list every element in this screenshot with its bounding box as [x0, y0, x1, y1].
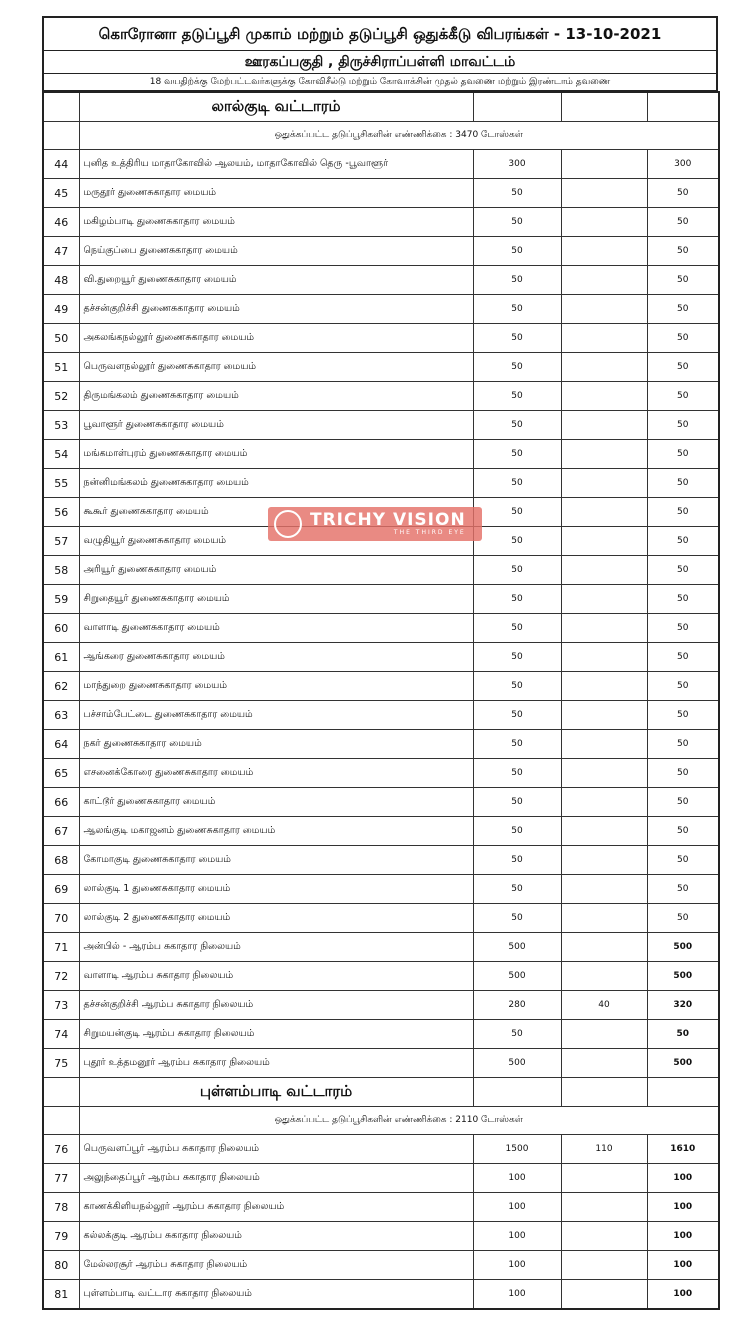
- serial-number: 53: [43, 411, 79, 440]
- empty-cell: [473, 1078, 561, 1107]
- total-count: 500: [647, 1049, 719, 1078]
- second-dose-count: [561, 440, 647, 469]
- center-name: வாளாடி ஆரம்ப சுகாதார நிலையம்: [79, 962, 473, 991]
- table-row: [43, 759, 719, 788]
- total-count: 1610: [647, 1135, 719, 1164]
- first-dose-count: 300: [473, 150, 561, 179]
- first-dose-count: 500: [473, 933, 561, 962]
- first-dose-count: 50: [473, 440, 561, 469]
- table-row: [43, 672, 719, 701]
- center-name: காட்டூர் துணைசுகாதார மையம்: [79, 788, 473, 817]
- total-count: 50: [647, 817, 719, 846]
- first-dose-count: 50: [473, 904, 561, 933]
- center-name: மாந்துறை துணைசுகாதார மையம்: [79, 672, 473, 701]
- total-count: 50: [647, 382, 719, 411]
- table-row: [43, 817, 719, 846]
- table-row: [43, 585, 719, 614]
- center-name: புனித உத்திரிய மாதாகோவில் ஆலயம், மாதாகோவில் தெரு -பூவாளூர்: [79, 150, 473, 179]
- center-name: மகிழம்பாடி துணைசுகாதார மையம்: [79, 208, 473, 237]
- second-dose-count: [561, 208, 647, 237]
- center-name: வழுதியூர் துணைசுகாதார மையம்: [79, 527, 473, 556]
- total-count: 50: [647, 730, 719, 759]
- center-name: லால்குடி 1 துணைசுகாதார மையம்: [79, 875, 473, 904]
- table-row: [43, 266, 719, 295]
- total-count: 100: [647, 1222, 719, 1251]
- allocation-row: [43, 1107, 719, 1135]
- total-count: 50: [647, 498, 719, 527]
- serial-number: 55: [43, 469, 79, 498]
- second-dose-count: [561, 672, 647, 701]
- second-dose-count: [561, 1049, 647, 1078]
- allocation-table-body: [43, 92, 719, 1309]
- empty-cell: [561, 92, 647, 122]
- serial-number: 78: [43, 1193, 79, 1222]
- total-count: 100: [647, 1164, 719, 1193]
- second-dose-count: [561, 788, 647, 817]
- total-count: 50: [647, 875, 719, 904]
- second-dose-count: [561, 150, 647, 179]
- total-count: 50: [647, 237, 719, 266]
- total-count: 50: [647, 411, 719, 440]
- center-name: காணக்கிளியநல்லூர் ஆரம்ப சுகாதார நிலையம்: [79, 1193, 473, 1222]
- first-dose-count: 50: [473, 730, 561, 759]
- serial-number: 48: [43, 266, 79, 295]
- table-row: [43, 730, 719, 759]
- center-name: தச்சன்குறிச்சி துணைசுகாதார மையம்: [79, 295, 473, 324]
- table-row: [43, 991, 719, 1020]
- first-dose-count: 50: [473, 208, 561, 237]
- allocation-row: [43, 122, 719, 150]
- second-dose-count: [561, 614, 647, 643]
- serial-number: 67: [43, 817, 79, 846]
- total-count: 50: [647, 179, 719, 208]
- table-row: [43, 179, 719, 208]
- total-count: 50: [647, 701, 719, 730]
- serial-number: 54: [43, 440, 79, 469]
- second-dose-count: [561, 643, 647, 672]
- allocation-table: [42, 91, 720, 1310]
- center-name: கூகூர் துணைசுகாதார மையம்: [79, 498, 473, 527]
- first-dose-count: 50: [473, 759, 561, 788]
- serial-number: 51: [43, 353, 79, 382]
- second-dose-count: [561, 962, 647, 991]
- first-dose-count: 1500: [473, 1135, 561, 1164]
- second-dose-count: [561, 904, 647, 933]
- total-count: 50: [647, 643, 719, 672]
- watermark-text: TRICHY VISION: [310, 510, 466, 530]
- center-name: புள்ளம்பாடி வட்டார சுகாதார நிலையம்: [79, 1280, 473, 1310]
- second-dose-count: [561, 1251, 647, 1280]
- first-dose-count: 50: [473, 556, 561, 585]
- first-dose-count: 100: [473, 1280, 561, 1310]
- table-row: [43, 1164, 719, 1193]
- center-name: ஆலங்குடி மகாஜனம் துணைசுகாதார மையம்: [79, 817, 473, 846]
- serial-number: 64: [43, 730, 79, 759]
- first-dose-count: 50: [473, 788, 561, 817]
- center-name: பெருவளப்பூர் ஆரம்ப சுகாதார நிலையம்: [79, 1135, 473, 1164]
- second-dose-count: 40: [561, 991, 647, 1020]
- table-row: [43, 614, 719, 643]
- serial-number: 45: [43, 179, 79, 208]
- second-dose-count: [561, 1164, 647, 1193]
- table-row: [43, 208, 719, 237]
- first-dose-count: 50: [473, 469, 561, 498]
- serial-number: 59: [43, 585, 79, 614]
- table-row: [43, 1135, 719, 1164]
- center-name: மங்கமாள்புரம் துணைசுகாதார மையம்: [79, 440, 473, 469]
- total-count: 50: [647, 208, 719, 237]
- total-count: 100: [647, 1280, 719, 1310]
- serial-number: 57: [43, 527, 79, 556]
- serial-number: 56: [43, 498, 79, 527]
- first-dose-count: 50: [473, 382, 561, 411]
- second-dose-count: [561, 1193, 647, 1222]
- block-spacer-cell: [43, 122, 79, 150]
- serial-number: 81: [43, 1280, 79, 1310]
- serial-number: 73: [43, 991, 79, 1020]
- total-count: 500: [647, 933, 719, 962]
- second-dose-count: [561, 382, 647, 411]
- total-count: 50: [647, 527, 719, 556]
- second-dose-count: [561, 759, 647, 788]
- block-spacer-cell: [43, 1107, 79, 1135]
- serial-number: 58: [43, 556, 79, 585]
- serial-number: 61: [43, 643, 79, 672]
- total-count: 50: [647, 672, 719, 701]
- total-count: 50: [647, 556, 719, 585]
- serial-number: 76: [43, 1135, 79, 1164]
- serial-number: 60: [43, 614, 79, 643]
- second-dose-count: [561, 846, 647, 875]
- total-count: 50: [647, 324, 719, 353]
- first-dose-count: 50: [473, 295, 561, 324]
- total-count: 50: [647, 846, 719, 875]
- table-row: [43, 1020, 719, 1049]
- allocation-count: ஒதுக்கப்பட்ட தடுப்பூசிகளின் எண்ணிக்கை : 3470 டோஸ்கள்: [79, 122, 719, 150]
- center-name: அலுந்தைப்பூர் ஆரம்ப சுகாதார நிலையம்: [79, 1164, 473, 1193]
- center-name: வி.துறையூர் துணைசுகாதார மையம்: [79, 266, 473, 295]
- serial-number: 47: [43, 237, 79, 266]
- total-count: 50: [647, 440, 719, 469]
- serial-number: 65: [43, 759, 79, 788]
- center-name: புதூர் உத்தமனூர் ஆரம்ப சுகாதார நிலையம்: [79, 1049, 473, 1078]
- first-dose-count: 50: [473, 643, 561, 672]
- table-row: [43, 295, 719, 324]
- first-dose-count: 50: [473, 498, 561, 527]
- second-dose-count: [561, 498, 647, 527]
- first-dose-count: 50: [473, 701, 561, 730]
- center-name: தச்சன்குறிச்சி ஆரம்ப சுகாதார நிலையம்: [79, 991, 473, 1020]
- eye-logo-icon: [274, 510, 302, 538]
- serial-number: 62: [43, 672, 79, 701]
- total-count: 50: [647, 295, 719, 324]
- serial-number: 69: [43, 875, 79, 904]
- table-row: [43, 469, 719, 498]
- center-name: பூவாளூர் துணைசுகாதார மையம்: [79, 411, 473, 440]
- table-row: [43, 904, 719, 933]
- total-count: 50: [647, 759, 719, 788]
- table-row: [43, 643, 719, 672]
- center-name: பச்சாம்பேட்டை துணைசுகாதார மையம்: [79, 701, 473, 730]
- center-name: பெருவளநல்லூர் துணைசுகாதார மையம்: [79, 353, 473, 382]
- table-row: [43, 440, 719, 469]
- serial-number: 68: [43, 846, 79, 875]
- empty-cell: [647, 1078, 719, 1107]
- center-name: நன்னிமங்கலம் துணைசுகாதார மையம்: [79, 469, 473, 498]
- block-title-row: [43, 1078, 719, 1107]
- table-row: [43, 556, 719, 585]
- center-name: கல்லக்குடி ஆரம்ப சுகாதார நிலையம்: [79, 1222, 473, 1251]
- center-name: மேல்லரசூர் ஆரம்ப சுகாதார நிலையம்: [79, 1251, 473, 1280]
- serial-number: 66: [43, 788, 79, 817]
- table-row: [43, 788, 719, 817]
- total-count: 50: [647, 469, 719, 498]
- block-title: புள்ளம்பாடி வட்டாரம்: [79, 1078, 473, 1107]
- center-name: வாளாடி துணைசுகாதார மையம்: [79, 614, 473, 643]
- table-row: [43, 1193, 719, 1222]
- second-dose-count: [561, 179, 647, 208]
- total-count: 100: [647, 1251, 719, 1280]
- second-dose-count: [561, 701, 647, 730]
- serial-number: 75: [43, 1049, 79, 1078]
- second-dose-count: [561, 324, 647, 353]
- second-dose-count: [561, 585, 647, 614]
- first-dose-count: 500: [473, 1049, 561, 1078]
- second-dose-count: [561, 469, 647, 498]
- first-dose-count: 50: [473, 1020, 561, 1049]
- table-row: [43, 150, 719, 179]
- table-row: [43, 962, 719, 991]
- serial-number: 79: [43, 1222, 79, 1251]
- second-dose-count: [561, 817, 647, 846]
- second-dose-count: [561, 527, 647, 556]
- table-row: [43, 353, 719, 382]
- center-name: அரியூர் துணைசுகாதார மையம்: [79, 556, 473, 585]
- allocation-count: ஒதுக்கப்பட்ட தடுப்பூசிகளின் எண்ணிக்கை : 2110 டோஸ்கள்: [79, 1107, 719, 1135]
- second-dose-count: 110: [561, 1135, 647, 1164]
- table-row: [43, 1049, 719, 1078]
- total-count: 50: [647, 585, 719, 614]
- first-dose-count: 50: [473, 875, 561, 904]
- second-dose-count: [561, 411, 647, 440]
- first-dose-count: 500: [473, 962, 561, 991]
- trichy-vision-watermark: [268, 507, 482, 541]
- table-row: [43, 237, 719, 266]
- second-dose-count: [561, 353, 647, 382]
- region-title: ஊரகப்பகுதி , திருச்சிராப்பள்ளி மாவட்டம்: [44, 51, 716, 74]
- first-dose-count: 280: [473, 991, 561, 1020]
- serial-number: 50: [43, 324, 79, 353]
- serial-number: 77: [43, 1164, 79, 1193]
- first-dose-count: 50: [473, 846, 561, 875]
- total-count: 50: [647, 1020, 719, 1049]
- center-name: திருமங்கலம் துணைசுகாதார மையம்: [79, 382, 473, 411]
- total-count: 300: [647, 150, 719, 179]
- serial-number: 63: [43, 701, 79, 730]
- center-name: அன்பில் - ஆரம்ப சுகாதார நிலையம்: [79, 933, 473, 962]
- center-name: நெய்குப்பை துணைசுகாதார மையம்: [79, 237, 473, 266]
- block-spacer-cell: [43, 1078, 79, 1107]
- second-dose-count: [561, 730, 647, 759]
- table-row: [43, 1251, 719, 1280]
- first-dose-count: 50: [473, 179, 561, 208]
- total-count: 320: [647, 991, 719, 1020]
- center-name: மருதூர் துணைசுகாதார மையம்: [79, 179, 473, 208]
- table-row: [43, 933, 719, 962]
- first-dose-count: 50: [473, 324, 561, 353]
- first-dose-count: 50: [473, 817, 561, 846]
- second-dose-count: [561, 1280, 647, 1310]
- table-row: [43, 846, 719, 875]
- second-dose-count: [561, 875, 647, 904]
- center-name: அகலங்கநல்லூர் துணைசுகாதார மையம்: [79, 324, 473, 353]
- first-dose-count: 100: [473, 1222, 561, 1251]
- table-row: [43, 1280, 719, 1310]
- allocation-sheet: [42, 16, 718, 1310]
- center-name: லால்குடி 2 துணைசுகாதார மையம்: [79, 904, 473, 933]
- first-dose-count: 50: [473, 614, 561, 643]
- total-count: 50: [647, 614, 719, 643]
- eligibility-note: 18 வயதிற்க்கு மேற்பட்டவர்களுக்கு கோவிசீல்டு மற்றும் கோவாக்சின் முதல் தவணை மற்றும் இரண்டாம் தவணை: [44, 74, 716, 91]
- first-dose-count: 50: [473, 411, 561, 440]
- table-row: [43, 701, 719, 730]
- second-dose-count: [561, 556, 647, 585]
- total-count: 50: [647, 353, 719, 382]
- first-dose-count: 50: [473, 527, 561, 556]
- block-title: லால்குடி வட்டாரம்: [79, 92, 473, 122]
- serial-number: 72: [43, 962, 79, 991]
- total-count: 100: [647, 1193, 719, 1222]
- table-row: [43, 1222, 719, 1251]
- table-row: [43, 382, 719, 411]
- center-name: கோமாகுடி துணைசுகாதார மையம்: [79, 846, 473, 875]
- first-dose-count: 100: [473, 1193, 561, 1222]
- serial-number: 52: [43, 382, 79, 411]
- empty-cell: [647, 92, 719, 122]
- first-dose-count: 50: [473, 585, 561, 614]
- serial-number: 46: [43, 208, 79, 237]
- serial-number: 70: [43, 904, 79, 933]
- table-row: [43, 411, 719, 440]
- second-dose-count: [561, 266, 647, 295]
- empty-cell: [561, 1078, 647, 1107]
- second-dose-count: [561, 295, 647, 324]
- serial-number: 44: [43, 150, 79, 179]
- serial-number: 71: [43, 933, 79, 962]
- first-dose-count: 50: [473, 672, 561, 701]
- second-dose-count: [561, 1020, 647, 1049]
- first-dose-count: 50: [473, 353, 561, 382]
- total-count: 50: [647, 788, 719, 817]
- block-spacer-cell: [43, 92, 79, 122]
- serial-number: 49: [43, 295, 79, 324]
- center-name: எசனைக்கோரை துணைசுகாதார மையம்: [79, 759, 473, 788]
- center-name: ஆங்கரை துணைசுகாதார மையம்: [79, 643, 473, 672]
- center-name: சிறுமயன்குடி ஆரம்ப சுகாதார நிலையம்: [79, 1020, 473, 1049]
- second-dose-count: [561, 1222, 647, 1251]
- watermark-tagline: THE THIRD EYE: [393, 529, 466, 536]
- sheet-header: [42, 16, 718, 91]
- table-row: [43, 324, 719, 353]
- second-dose-count: [561, 237, 647, 266]
- total-count: 500: [647, 962, 719, 991]
- center-name: நகர் துணைசுகாதார மையம்: [79, 730, 473, 759]
- serial-number: 74: [43, 1020, 79, 1049]
- first-dose-count: 100: [473, 1164, 561, 1193]
- table-row: [43, 875, 719, 904]
- first-dose-count: 100: [473, 1251, 561, 1280]
- center-name: சிறுதையூர் துணைசுகாதார மையம்: [79, 585, 473, 614]
- first-dose-count: 50: [473, 266, 561, 295]
- total-count: 50: [647, 904, 719, 933]
- block-title-row: [43, 92, 719, 122]
- serial-number: 80: [43, 1251, 79, 1280]
- page-title: கொரோனா தடுப்பூசி முகாம் மற்றும் தடுப்பூசி ஒதுக்கீடு விபரங்கள் - 13-10-2021: [44, 18, 716, 51]
- empty-cell: [473, 92, 561, 122]
- second-dose-count: [561, 933, 647, 962]
- total-count: 50: [647, 266, 719, 295]
- first-dose-count: 50: [473, 237, 561, 266]
